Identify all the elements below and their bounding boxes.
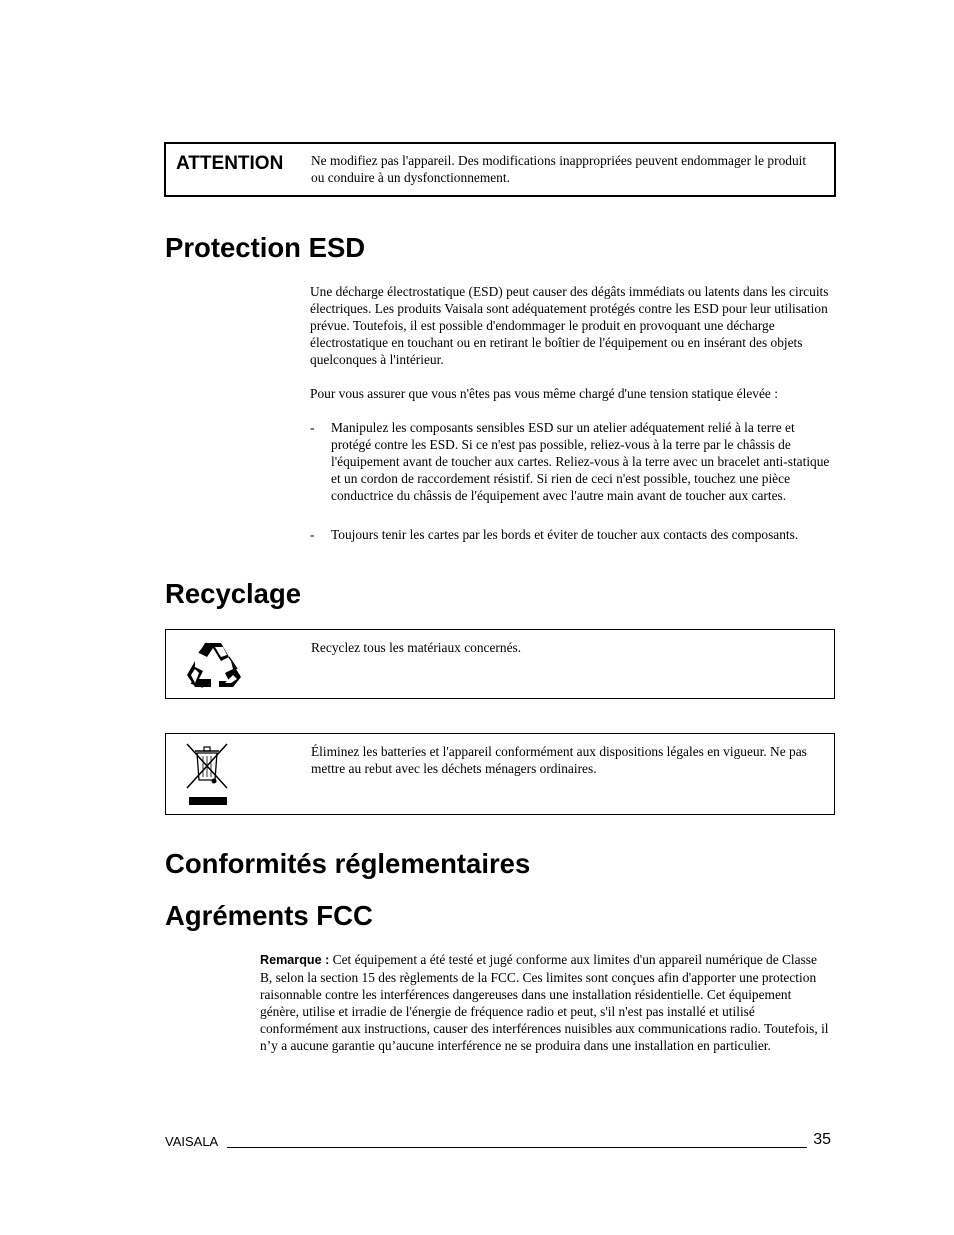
recycling-heading: Recyclage xyxy=(165,578,302,609)
recycle-text: Recyclez tous les matériaux concernés. xyxy=(311,640,522,655)
weee-text: Éliminez les batteries et l'appareil conformément aux dispositions légales en vigueur. Ne pas mettre au rebut avec les déchets ménagers ordinaires. xyxy=(311,744,807,776)
fcc-remark-label: Remarque : xyxy=(260,953,330,967)
recycle-icon xyxy=(185,639,243,691)
compliance-heading: Conformités réglementaires xyxy=(165,848,531,879)
fcc-heading: Agréments FCC xyxy=(165,900,373,931)
crossed-out-bin-icon xyxy=(185,742,231,806)
esd-bullet-1 xyxy=(310,419,830,504)
attention-label: ATTENTION xyxy=(176,153,284,174)
fcc-paragraph xyxy=(260,951,832,1054)
weee-box xyxy=(165,733,835,815)
esd-bullet-1-text: Manipulez les composants sensibles ESD sur un atelier adéquatement relié à la terre et protégé contre les ESD. Si ce n'est pas possible, reliez-vous à la terre par le châssis de l'équipement avant de toucher aux cartes. Reliez-vous à la terre avec un bracelet anti-statique et un cordon de raccordement résistif. Si rien de ceci n'est possible, touchez une pièce conductrice du châssis de l'équipement avec l'autre main avant de toucher aux cartes. xyxy=(331,420,830,503)
attention-text: Ne modifiez pas l'appareil. Des modifications inappropriées peuvent endommager le produit ou conduire à un dysfonctionnement. xyxy=(311,153,807,185)
esd-bullet-2-text: Toujours tenir les cartes par les bords et éviter de toucher aux contacts des composants. xyxy=(331,527,799,542)
footer-rule xyxy=(227,1147,807,1148)
bullet-marker: - xyxy=(310,527,315,542)
recycle-box xyxy=(165,629,835,699)
page-number: 35 xyxy=(813,1131,831,1148)
attention-box xyxy=(164,142,836,197)
fcc-remark-text: Cet équipement a été testé et jugé conforme aux limites d'un appareil numérique de Classe B, selon la section 15 des règlements de la FCC. Ces limites sont conçues afin d'apporter une protection raisonnable contre les interférences dangereuses dans une installation résidentielle. Cet équipement génère, utilise et irradie de l'énergie de fréquence radio et peut, s'il n'est pas installé et utilisé conformément aux instructions, causer des interférences nuisibles aux communications radio. Toutefois, il n’y a aucune garantie qu’aucune interférence ne se produira dans une installation en particulier. xyxy=(260,952,829,1053)
footer-brand: VAISALA xyxy=(165,1134,219,1149)
bullet-marker: - xyxy=(310,420,315,435)
esd-heading: Protection ESD xyxy=(165,232,366,263)
esd-bullet-2 xyxy=(310,526,830,543)
esd-paragraph-2: Pour vous assurer que vous n'êtes pas vous même chargé d'une tension statique élevée : xyxy=(310,386,778,401)
page-footer xyxy=(165,1131,831,1151)
esd-paragraph-1: Une décharge électrostatique (ESD) peut causer des dégâts immédiats ou latents dans les circuits électriques. Les produits Vaisala sont adéquatement protégés contre les ESD pour leur utilisation prévue. Toutefois, il est possible d'endommager le produit en provoquant une décharge électrostatique en touchant ou en retirant le boîtier de l'équipement ou en insérant des objets quelconques à l'intérieur. xyxy=(310,284,829,367)
